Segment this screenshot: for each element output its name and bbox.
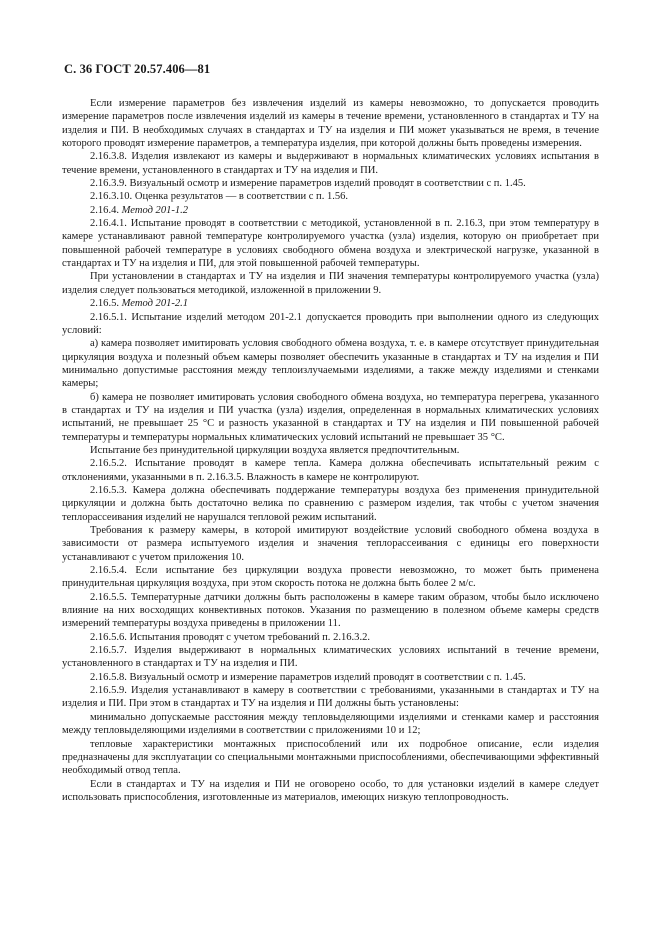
paragraph: 2.16.4.1. Испытание проводят в соответствии с методикой, установленной в п. 2.16.3, при этом температуру в камере устанавливают равной температуре контролируемого участка (узла) изделия, которую он приобретает при повышенной рабочей температуре в условиях свободного обмена воздуха и электрической нагрузке, указанной в стандартах и ТУ на изделия и ПИ, для этой повышенной рабочей температуры. (62, 218, 599, 270)
paragraph: минимально допускаемые расстояния между тепловыделяющими изделиями и стенками камер и расстояния между тепловыделяющими изделиями в соответствии с приложениями 10 и 12; (62, 711, 599, 737)
method-title: Метод 201-1.2 (121, 204, 189, 216)
paragraph: 2.16.5.5. Температурные датчики должны быть расположены в камере таким образом, чтобы было исключено влияние на них восходящих конвективных потоков. Указания по размещению в полезном объеме камеры средств измерений температуры воздуха приведены в приложении 11. (62, 591, 599, 630)
paragraph: б) камера не позволяет имитировать условия свободного обмена воздуха, но температура перегрева, указанного в стандартах и ТУ на изделия и ПИ участка (узла) изделия, определенная в нормальных климатических условиях испытаний, не превышает 25 °С и разность указанной в стандартах и ТУ на изделия и ПИ повышенной рабочей температуры и температуры нормальных климатических условий испытаний не превышает 35 °С. (62, 391, 599, 443)
page-header: С. 36 ГОСТ 20.57.406—81 (64, 62, 211, 76)
paragraph: При установлении в стандартах и ТУ на изделия и ПИ значения температуры контролируемого участка (узла) изделия следует пользоваться методикой, изложенной в приложении 9. (62, 271, 599, 296)
paragraph: Требования к размеру камеры, в которой имитируют воздействие условий свободного обмена воздуха в зависимости от размера испытуемого изделия и значения теплорассеивания с единицы его поверхности устанавливают с учетом приложения 10. (62, 525, 599, 563)
paragraph: 2.16.5.7. Изделия выдерживают в нормальных климатических условиях испытаний в течение времени, установленного в стандартах и ТУ на изделия и ПИ. (62, 645, 599, 670)
paragraph: Если измерение параметров без извлечения изделий из камеры невозможно, то допускается проводить измерение параметров после извлечения изделий из камеры в течение времени, установленного в стандартах и ТУ на изделия и ПИ. В необходимых случаях в стандартах и ТУ на изделия и ПИ может указываться не время, в течение которого проводят измерение параметров, а температура изделия, при которой должны быть проведены измерения. (62, 98, 599, 150)
method-heading (62, 204, 599, 217)
paragraph: тепловые характеристики монтажных приспособлений или их подробное описание, если изделия предназначены для эксплуатации со специальными монтажными приспособлениями, обеспечивающими эффективный необходимый отвод тепла. (62, 738, 599, 777)
document-body (62, 96, 599, 804)
paragraph: 2.16.5.1. Испытание изделий методом 201-2.1 допускается проводить при выполнении одного из следующих условий: (62, 311, 599, 336)
paragraph: Испытание без принудительной циркуляции воздуха является предпочтительным. (90, 444, 460, 456)
paragraph: Если в стандартах и ТУ на изделия и ПИ не оговорено особо, то для установки изделий в камере следует использовать приспособления, изготовленные из материалов, имеющих низкую теплопроводность. (62, 778, 599, 803)
section-number: 2.16.5. (90, 298, 120, 310)
paragraph: 2.16.5.4. Если испытание без циркуляции воздуха провести невозможно, то может быть применена принудительная циркуляция воздуха, при этом скорость потока не должна быть более 2 м/с. (62, 565, 599, 590)
paragraph: 2.16.3.9. Визуальный осмотр и измерение параметров изделий проводят в соответствии с п. 1.45. (90, 178, 526, 190)
method-heading (62, 297, 599, 310)
paragraph: 2.16.3.10. Оценка результатов — в соответствии с п. 1.56. (90, 191, 349, 203)
paragraph: 2.16.3.8. Изделия извлекают из камеры и выдерживают в нормальных климатических условиях испытания в течение времени, установленного в стандартах и ТУ на изделия и ПИ. (62, 151, 599, 176)
paragraph: 2.16.5.6. Испытания проводят с учетом требований п. 2.16.3.2. (90, 631, 370, 643)
paragraph: 2.16.5.8. Визуальный осмотр и измерение параметров изделий проводят в соответствии с п. 1.45. (90, 671, 526, 683)
paragraph: 2.16.5.9. Изделия устанавливают в камеру в соответствии с требованиями, указанными в стандартах и ТУ на изделия и ПИ. При этом в стандартах и ТУ на изделия и ПИ должны быть установлены: (62, 685, 599, 710)
section-number: 2.16.4. (90, 204, 120, 216)
method-title: Метод 201-2.1 (121, 298, 189, 310)
paragraph: 2.16.5.3. Камера должна обеспечивать поддержание температуры воздуха без применения принудительной циркуляции и должна быть достаточно велика по сравнению с размером изделия, так чтобы с учетом значения теплорассеивания изделий не нарушался тепловой режим испытаний. (62, 484, 599, 523)
paragraph: 2.16.5.2. Испытание проводят в камере тепла. Камера должна обеспечивать испытательный режим с отклонениями, указанными в п. 2.16.3.5. Влажность в камере не контролируют. (62, 458, 599, 483)
paragraph: а) камера позволяет имитировать условия свободного обмена воздуха, т. е. в камере отсутствует принудительная циркуляция воздуха и полезный объем камеры позволяет обеспечить указанные в стандартах и ТУ на изделия и ПИ минимально допустимые расстояния между теплоизлучаемыми изделиями, а также между изделиями и стенками камеры; (62, 338, 599, 390)
